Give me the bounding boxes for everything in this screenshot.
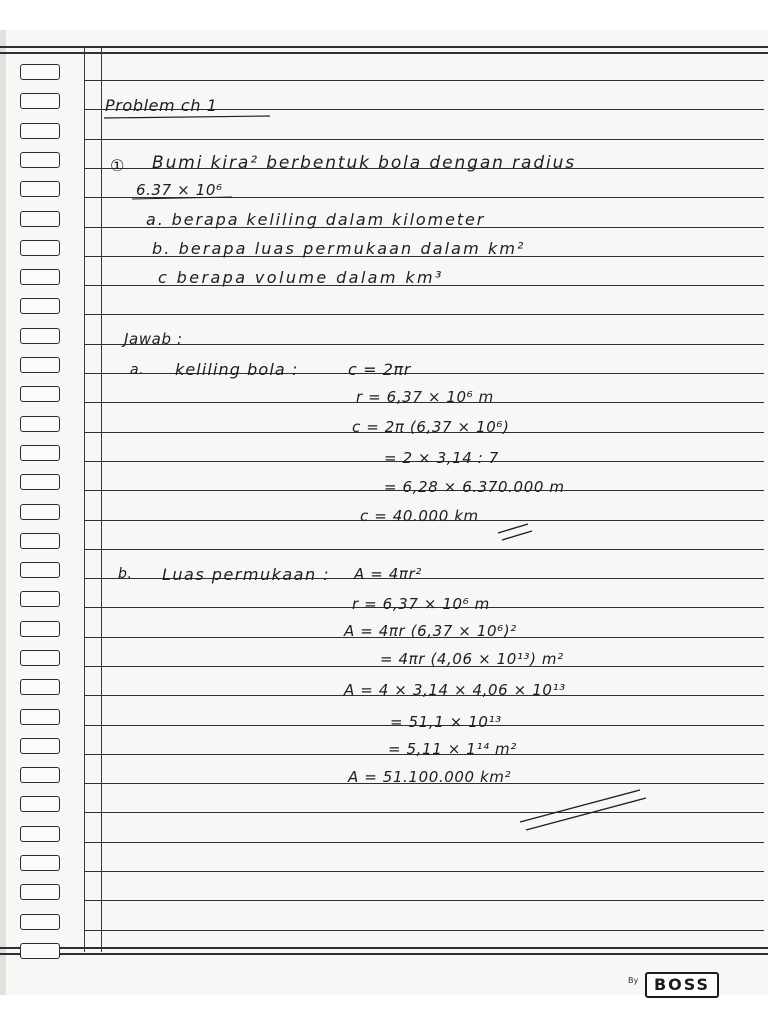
page-bottom-margin — [0, 995, 768, 1024]
answer-b-line-3: A = 4πr (6,37 × 10⁶)² — [344, 622, 517, 640]
answer-b-line-1: A = 4πr² — [354, 565, 422, 583]
brand-prefix: By — [628, 976, 639, 985]
question-part-c: c berapa volume dalam km³ — [158, 268, 444, 287]
question-text: Bumi kira² berbentuk bola dengan radius — [152, 153, 577, 173]
answer-b-text: Luas permukaan : — [162, 565, 331, 584]
answer-b-label: b. — [118, 566, 133, 582]
answer-heading: Jawab : — [124, 330, 183, 348]
title-underline-stroke — [104, 116, 270, 118]
answer-b-line-5: A = 4 × 3,14 × 4,06 × 10¹³ — [344, 681, 566, 699]
question-part-a: a. berapa keliling dalam kilometer — [146, 210, 486, 229]
question-number: ① — [110, 156, 125, 175]
answer-a-line-3: c = 2π (6,37 × 10⁶) — [352, 418, 510, 436]
answer-a-line-6: c = 40.000 km — [360, 507, 479, 525]
answer-b-double-underline-1 — [520, 790, 640, 822]
answer-a-double-underline-1 — [498, 524, 528, 533]
answer-a-line-2: r = 6,37 × 10⁶ m — [356, 388, 494, 406]
radius-underline-stroke — [132, 197, 232, 199]
answer-a-line-1: c = 2πr — [348, 360, 411, 379]
brand-logo: BOSS — [645, 972, 719, 998]
answer-b-line-7: = 5,11 × 1¹⁴ m² — [388, 740, 517, 758]
question-part-b: b. berapa luas permukaan dalam km² — [152, 239, 526, 258]
answer-b-line-6: = 51,1 × 10¹³ — [390, 713, 502, 731]
title-line: Problem ch 1 — [105, 96, 218, 115]
answer-b-line-8: A = 51.100.000 km² — [348, 768, 512, 786]
question-radius: 6.37 × 10⁶ — [136, 181, 223, 199]
answer-b-line-4: = 4πr (4,06 × 10¹³) m² — [380, 650, 564, 668]
answer-b-line-2: r = 6,37 × 10⁶ m — [352, 595, 490, 613]
answer-a-text: keliling bola : — [175, 360, 299, 379]
answer-a-double-underline-2 — [502, 531, 532, 540]
answer-a-label: a. — [130, 362, 145, 378]
answer-a-line-4: = 2 × 3,14 : 7 — [384, 449, 499, 467]
answer-b-double-underline-2 — [526, 798, 646, 830]
answer-a-line-5: = 6,28 × 6.370.000 m — [384, 478, 565, 496]
